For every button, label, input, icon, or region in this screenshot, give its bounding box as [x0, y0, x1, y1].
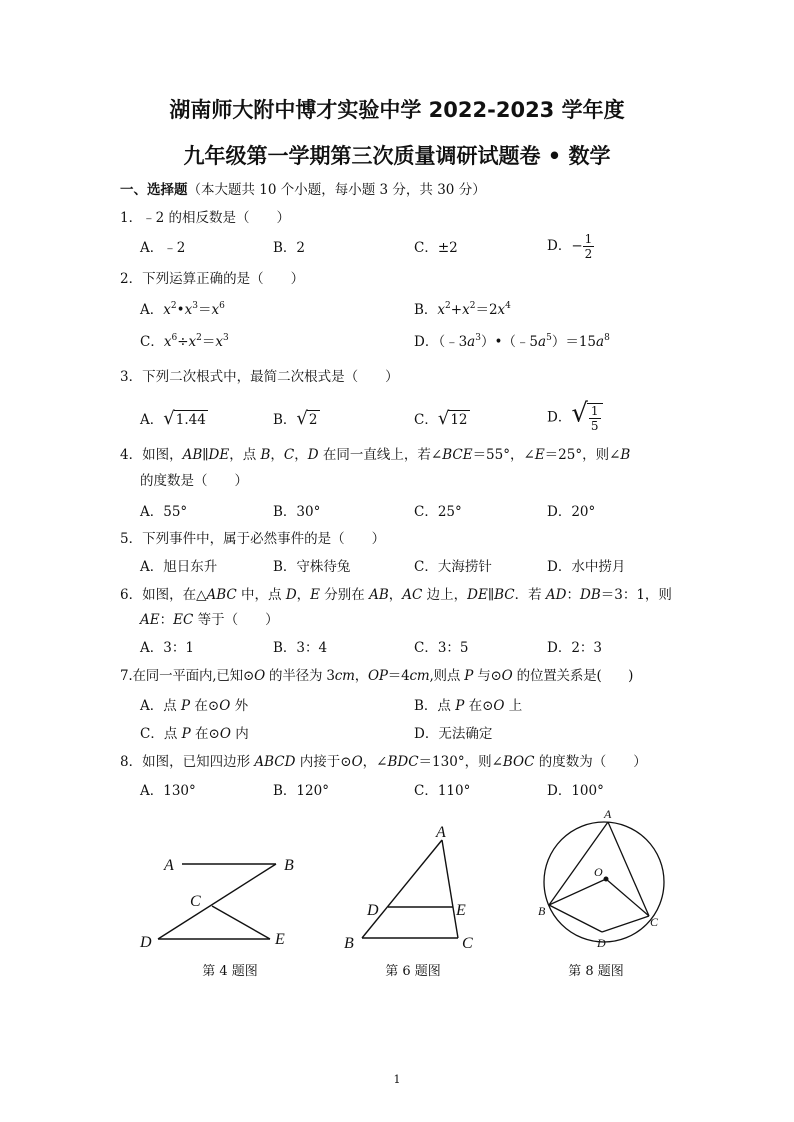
q4-stem-line1: 4．如图，AB∥DE，点 B，C，D 在同一直线上，若∠BCE＝55°，∠E＝25°，则∠B: [120, 447, 631, 463]
section-heading-row: [120, 181, 486, 199]
page-title-line1: 湖南师大附中博才实验中学 2022-2023 学年度: [169, 98, 625, 122]
fig4-caption: 第 4 题图: [202, 964, 258, 979]
q4-option-b: B．30°: [273, 504, 321, 520]
q3-stem: 3．下列二次根式中，最简二次根式是（ ）: [120, 369, 399, 385]
q1-option-d-prefix: D．−: [547, 238, 583, 254]
q5-option-d: D．水中捞月: [547, 559, 626, 575]
q1-option-b: B．2: [273, 240, 306, 256]
fig4-label-a: A: [164, 857, 174, 874]
q2-option-a: A．$x^2•x^3=x^6$: [140, 301, 225, 318]
fig8-label-c: C: [650, 915, 659, 929]
q7-option-c: C．点 P 在⊙O 内: [140, 726, 249, 742]
fig6-label-d: D: [367, 902, 379, 919]
q6-stem-line2: AE：EC 等于（ ）: [140, 612, 279, 628]
fig6-caption: 第 6 题图: [385, 964, 441, 979]
q4-stem-line2: 的度数是（ ）: [140, 473, 248, 489]
fig6-segment-ab: [362, 840, 442, 938]
fig8-label-o: O: [594, 865, 603, 879]
fig6-label-e: E: [456, 902, 466, 919]
q1-d-numerator: 1: [584, 232, 593, 246]
q3-d-numerator: 1: [590, 404, 599, 418]
q3-option-c: C．√12: [414, 408, 468, 429]
fig4-label-c: C: [190, 893, 201, 910]
fig4-label-d: D: [140, 934, 152, 951]
q2-option-c: C．$x^6\div x^2=x^3$: [140, 333, 229, 350]
fig4-label-b: B: [284, 857, 294, 874]
q3-option-b: B．√2: [273, 408, 318, 429]
q3-d-denominator: 5: [590, 419, 599, 433]
fig6-label-a: A: [436, 824, 446, 841]
q8-option-d: D．100°: [547, 783, 604, 799]
q6-option-b: B．3：4: [273, 640, 328, 656]
q1-option-d-fraction: [583, 232, 595, 261]
q1-stem: 1．﹣2 的相反数是（ ）: [120, 210, 290, 226]
fig8-segment-ab: [549, 822, 608, 905]
page-title-line2: 九年级第一学期第三次质量调研试题卷 • 数学: [183, 144, 611, 168]
q6-option-a: A．3：1: [140, 640, 194, 656]
fig6-label-b: B: [344, 935, 354, 952]
figure-q8: [530, 805, 680, 955]
fig6-segment-ac: [442, 840, 458, 938]
fig8-label-b: B: [538, 904, 546, 918]
q3-option-a: A．√1.44: [140, 408, 206, 429]
section-heading: 一、选择题: [120, 182, 188, 198]
q4-option-d: D．20°: [547, 504, 596, 520]
fig8-circle: [544, 822, 664, 942]
figure-q4: [130, 840, 310, 955]
q3-d-fraction: [587, 403, 603, 433]
fig8-caption: 第 8 题图: [568, 964, 624, 979]
q5-stem: 5．下列事件中，属于必然事件的是（ ）: [120, 531, 386, 547]
q8-option-b: B．120°: [273, 783, 329, 799]
q8-option-c: C．110°: [414, 783, 471, 799]
section-note: （本大题共 10 个小题，每小题 3 分，共 30 分）: [187, 182, 486, 198]
q3-b-radicand: 2: [308, 412, 318, 428]
q5-option-a: A．旭日东升: [140, 559, 218, 575]
fig6-label-c: C: [462, 935, 473, 952]
fig4-label-e: E: [275, 931, 285, 948]
fig8-center-dot: [604, 877, 609, 882]
q8-stem: 8．如图，已知四边形 ABCD 内接于⊙O，∠BDC＝130°，则∠BOC 的度数为（ ）: [120, 754, 647, 770]
q1-option-c: C．±2: [414, 240, 458, 256]
q5-option-b: B．守株待兔: [273, 559, 351, 575]
q3-a-radicand: 1.44: [175, 412, 206, 428]
figure-q6: [340, 820, 490, 955]
q4-option-a: A．55°: [140, 504, 188, 520]
q5-option-c: C．大海捞针: [414, 559, 492, 575]
q7-option-b: B．点 P 在⊙O 上: [414, 698, 523, 714]
q7-stem: 7.在同一平面内,已知⊙O 的半径为 3cm，OP＝4cm,则点 P 与⊙O 的位置关系是( ): [120, 668, 634, 684]
q1-option-a: A．﹣2: [140, 240, 186, 256]
q2-option-b: B．$x^2+x^2=2x^4$: [414, 301, 511, 318]
fig8-segment-dc: [602, 916, 649, 932]
q2-stem: 2．下列运算正确的是（ ）: [120, 271, 305, 287]
q6-stem-line1: 6．如图，在△ABC 中，点 D，E 分别在 AB，AC 边上，DE∥BC．若 AD：DB＝3：1，则: [120, 587, 672, 603]
fig4-segment-ce: [212, 906, 270, 939]
q4-option-c: C．25°: [414, 504, 462, 520]
q1-option-d: [547, 232, 594, 261]
fig4-segment-bd: [158, 864, 276, 939]
page-number: 1: [393, 1073, 401, 1086]
fig8-segment-oc: [606, 879, 649, 916]
q6-option-c: C．3：5: [414, 640, 469, 656]
q3-c-radicand: 12: [450, 412, 468, 428]
q8-option-a: A．130°: [140, 783, 196, 799]
q6-option-d: D．2：3: [547, 640, 603, 656]
q3-option-d: D．√ $\frac{1}{5}$: [547, 403, 603, 433]
fig8-label-d: D: [597, 936, 606, 950]
q7-option-a: A．点 P 在⊙O 外: [140, 698, 249, 714]
q2-option-d: D．$(﹣3a^3)•(﹣5a^5)=15a^8$: [414, 333, 610, 350]
fig8-label-a: A: [604, 807, 612, 821]
q1-d-denominator: 2: [584, 247, 593, 261]
q7-option-d: D．无法确定: [414, 726, 493, 742]
